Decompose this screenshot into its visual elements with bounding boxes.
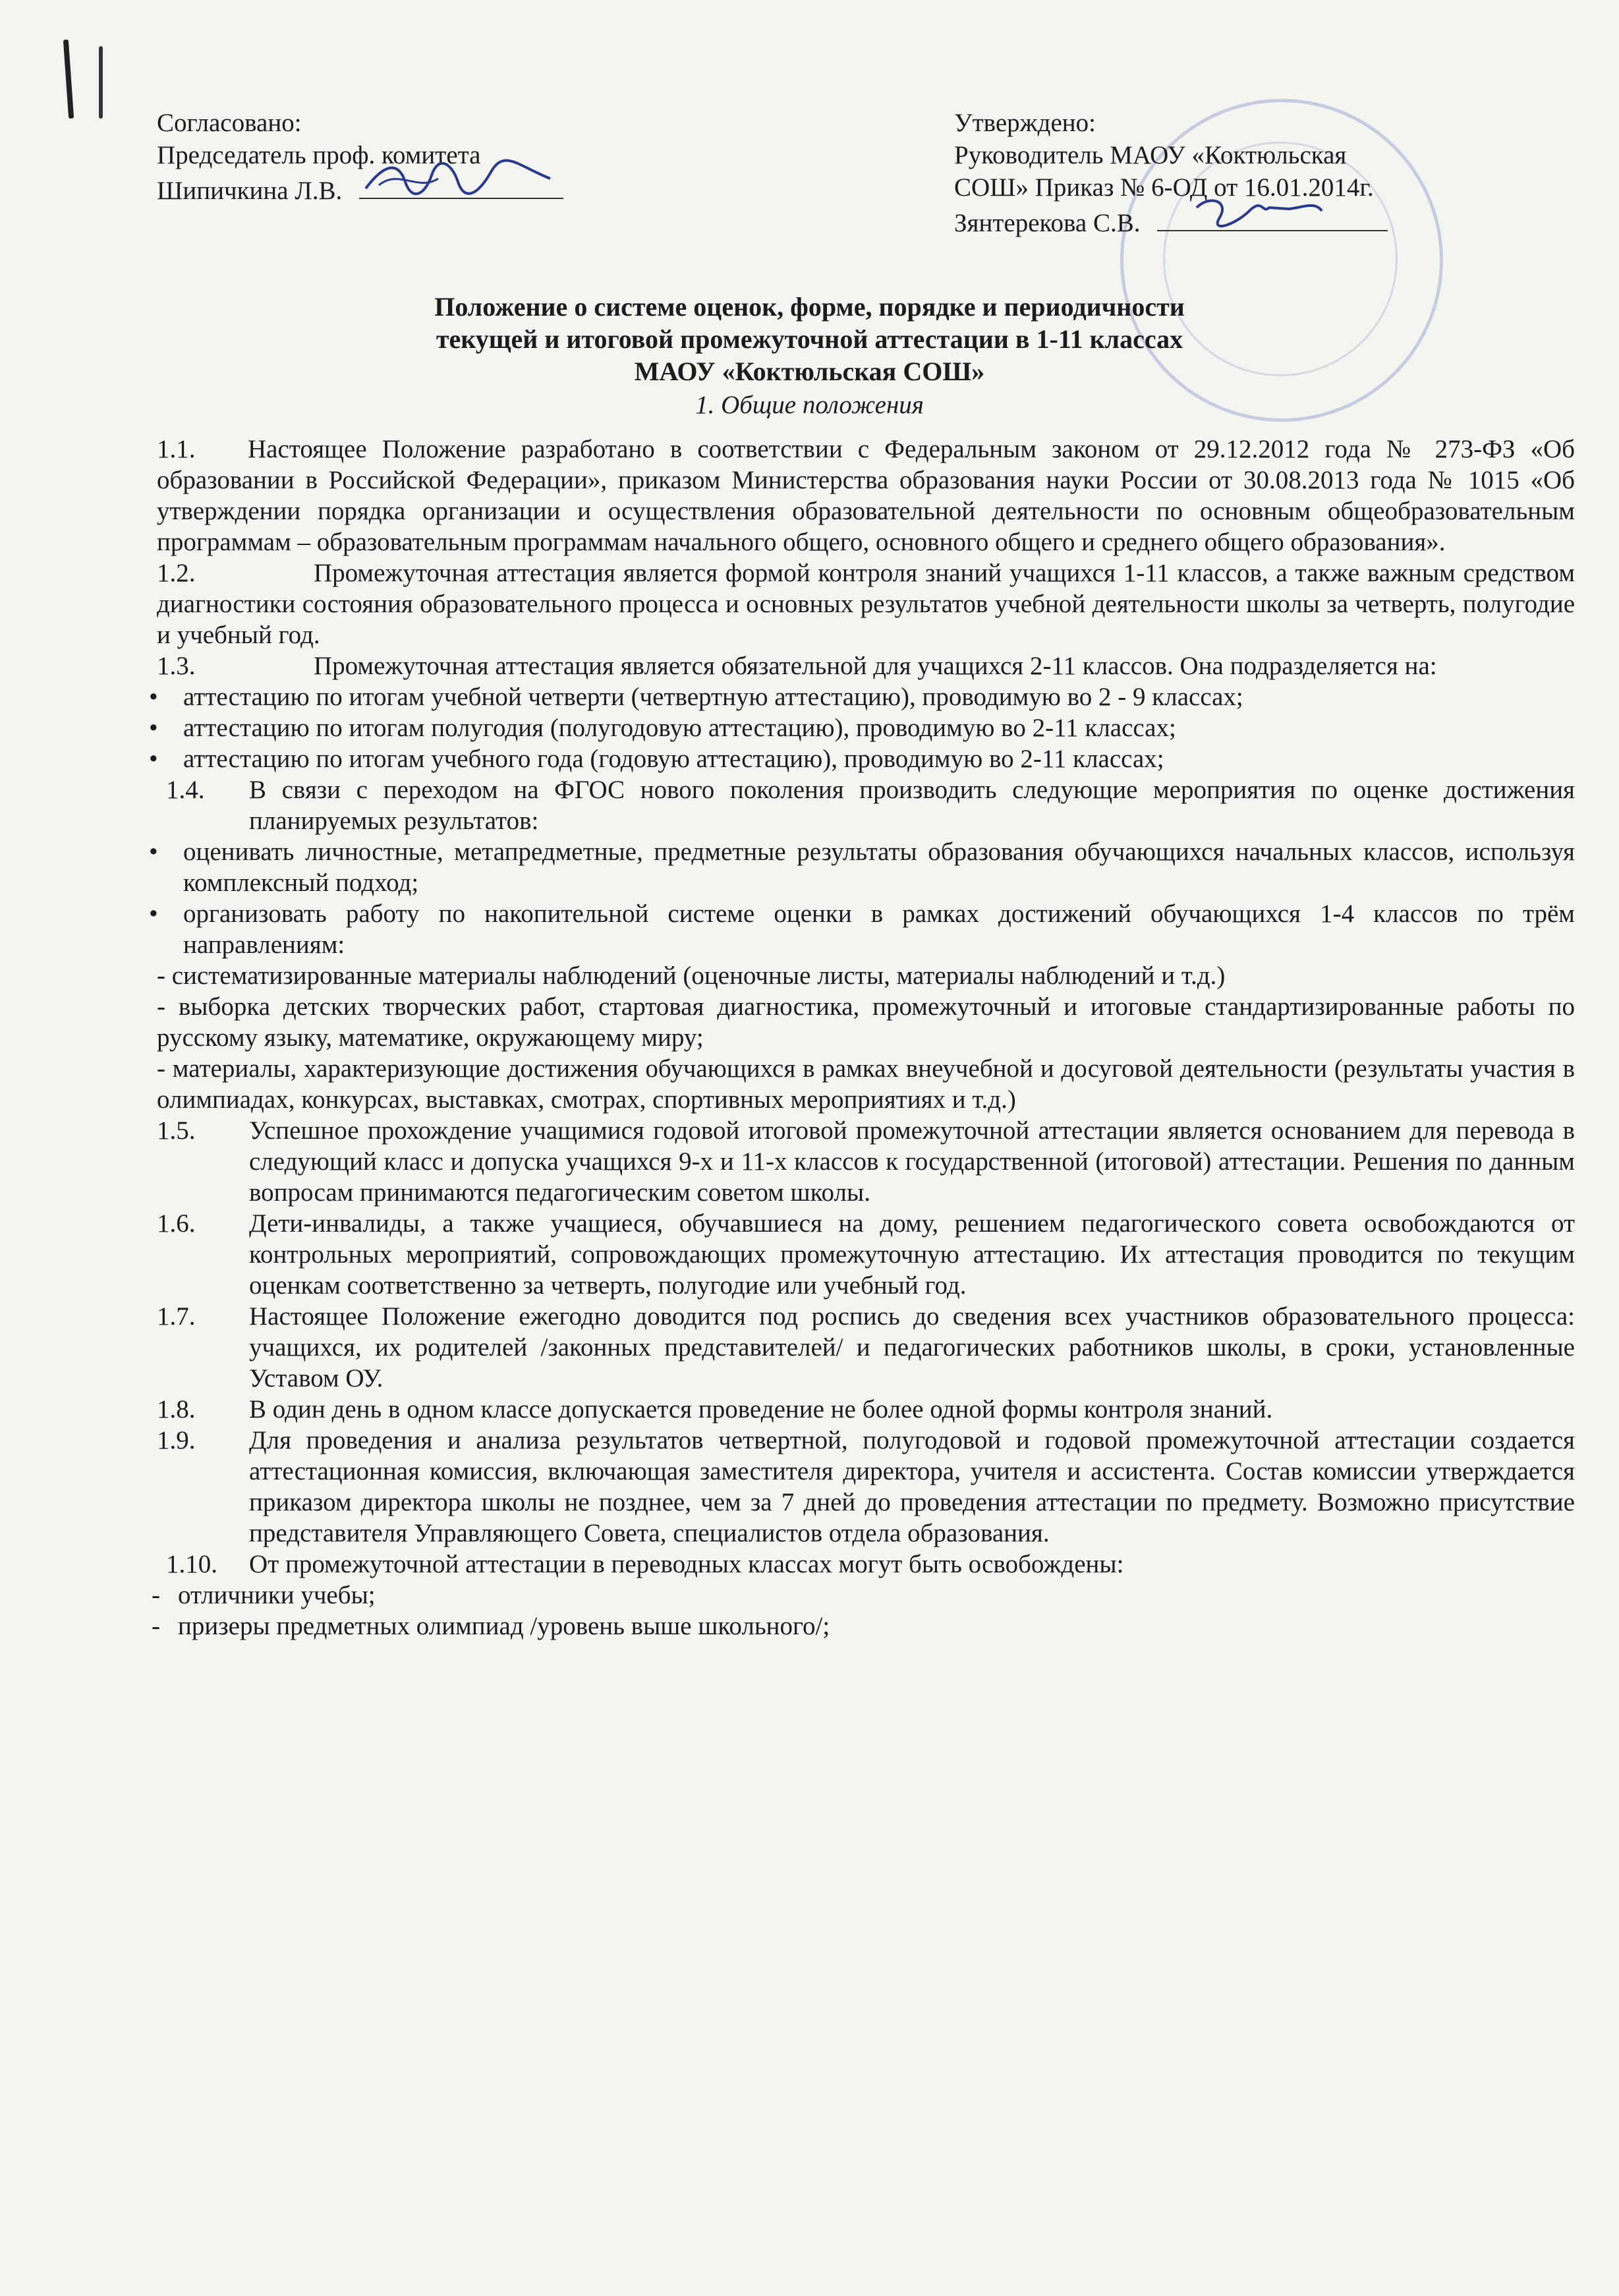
paragraph-1-2 (157, 558, 1575, 650)
paragraph-number: 1.10. (166, 1550, 217, 1578)
paragraph-1-3 (157, 650, 1575, 681)
paragraph-1-8 (157, 1394, 1575, 1425)
approval-left (157, 107, 563, 207)
document-title-line1: Положение о системе оценок, форме, порядке и периодичности (434, 292, 1185, 322)
document-title-line2: текущей и итоговой промежуточной аттестации в 1-11 классах (436, 324, 1183, 354)
paragraph-1-5 (157, 1115, 1575, 1208)
signature-right (1157, 188, 1381, 234)
paragraph-text: От промежуточной аттестации в переводных классах могут быть освобождены: (249, 1550, 1124, 1578)
approval-right (954, 107, 1388, 239)
list-item: • аттестацию по итогам учебной четверти (четвертную аттестацию), проводимую во 2 - 9 классах; (149, 683, 1243, 711)
paragraph-text: Дети-инвалиды, а также учащиеся, обучавшиеся на дому, решением педагогического совета освобождаются от контрольных мероприятий, сопровождающих промежуточную аттестацию. Их аттестация проводится по текущим оценкам соответственно за четверть, полугодие или учебный год. (249, 1209, 1575, 1300)
dash-item: - отличники учебы; (152, 1581, 376, 1609)
bullet-icon: • (149, 900, 158, 928)
dash-item: - материалы, характеризующие достижения обучающихся в рамках внеучебной и досуговой деятельности (результаты участия в олимпиадах, конкурсах, выставках, смотрах, спортивных мероприятиях и т.д.) (157, 1054, 1575, 1114)
paragraph-number: 1.9. (157, 1426, 196, 1454)
signature-line-right (1157, 204, 1388, 231)
pen-mark (63, 40, 74, 119)
approval-right-line3: СОШ» Приказ № 6-ОД от 16.01.2014г. (954, 173, 1374, 202)
list-item: • аттестацию по итогам учебного года (годовую аттестацию), проводимую во 2-11 классах; (149, 745, 1164, 773)
paragraph-1-7 (157, 1301, 1575, 1394)
paragraph-1-10 (157, 1549, 1575, 1580)
bullet-icon: • (149, 745, 158, 773)
dash-item: - призеры предметных олимпиад /уровень выше школьного/; (152, 1612, 830, 1640)
dash-item: - выборка детских творческих работ, стартовая диагностика, промежуточный и итоговые стандартизированные работы по русскому языку, математике, окружающему миру; (157, 992, 1575, 1052)
approval-right-line1: Утверждено: (954, 109, 1096, 137)
paragraph-text: Настоящее Положение ежегодно доводится под роспись до сведения всех участников образовательного процесса: учащихся, их родителей /законных представителей/ и педагогических работников школы, в сроки, установленные Уставом ОУ. (249, 1302, 1575, 1392)
approval-right-name: Зянтерекова С.В. (954, 209, 1141, 237)
paragraph-number: 1.7. (157, 1302, 196, 1331)
paragraph-number: 1.3. (157, 652, 196, 680)
paragraph-text: Промежуточная аттестация является формой контроля знаний учащихся 1-11 классов, а также важным средством диагностики состояния образовательного процесса и основных результатов учебной деятельности школы за четверть, полугодие и учебный год. (157, 559, 1575, 649)
paragraph-text: Успешное прохождение учащимися годовой итоговой промежуточной аттестации является основанием для перевода в следующий класс и допуска учащихся 9-х и 11-х классов к государственной (итоговой) аттестации. Решения по данным вопросам принимаются педагогическим советом школы. (249, 1116, 1575, 1207)
paragraph-number: 1.4. (166, 776, 205, 804)
signature-line-left (359, 171, 563, 199)
section-heading: 1. Общие положения (695, 391, 924, 419)
paragraph-text: Настоящее Положение разработано в соответствии с Федеральным законом от 29.12.2012 года № 273-ФЗ «Об образовании в Российской Федерации», приказом Министерства образования науки России от 30.08.2013 года № 1015 «Об утверждении порядка организации и осуществления образовательной деятельности по основным общеобразовательным программам – образовательным программам начального общего, основного общего и среднего общего образования». (157, 435, 1575, 556)
list-item: • организовать работу по накопительной системе оценки в рамках достижений обучающихся 1-4 классов по трём направлениям: (149, 900, 1575, 959)
paragraph-1-6 (157, 1208, 1575, 1301)
paragraph-number: 1.1. (157, 435, 196, 463)
paragraph-number: 1.6. (157, 1209, 196, 1238)
approval-right-line2: Руководитель МАОУ «Коктюльская (954, 141, 1347, 169)
paragraph-1-9 (157, 1425, 1575, 1549)
dash-item: - систематизированные материалы наблюдений (оценочные листы, материалы наблюдений и т.д.) (157, 961, 1226, 990)
document-title-line3: МАОУ «Коктюльская СОШ» (634, 357, 985, 386)
paragraph-1-1 (157, 434, 1575, 558)
bullet-icon: • (149, 683, 158, 711)
paragraph-text: В связи с переходом на ФГОС нового поколения производить следующие мероприятия по оценке достижения планируемых результатов: (249, 776, 1575, 835)
list-item: • аттестацию по итогам полугодия (полугодовую аттестацию), проводимую во 2-11 классах; (149, 714, 1176, 742)
paragraph-number: 1.8. (157, 1395, 196, 1423)
approval-left-line1: Согласовано: (157, 109, 302, 137)
bullet-icon: • (149, 714, 158, 742)
paragraph-number: 1.5. (157, 1116, 196, 1145)
pen-mark-2 (99, 46, 103, 119)
bullet-icon: • (149, 838, 158, 866)
approval-left-name: Шипичкина Л.В. (157, 177, 343, 205)
signature-left (359, 156, 557, 202)
paragraph-1-4 (157, 774, 1575, 836)
paragraph-text: Для проведения и анализа результатов четвертной, полугодовой и годовой промежуточной аттестации создается аттестационная комиссия, включающая заместителя директора, учителя и ассистента. Состав комиссии утверждается приказом директора школы не позднее, чем за 7 дней до проведения аттестации по предмету. Возможно присутствие представителя Управляющего Совета, специалистов отдела образования. (249, 1426, 1575, 1547)
paragraph-text: В один день в одном классе допускается проведение не более одной формы контроля знаний. (249, 1395, 1273, 1423)
approval-left-line2: Председатель проф. комитета (157, 141, 481, 169)
document-body (149, 434, 1575, 1642)
paragraph-number: 1.2. (157, 559, 196, 587)
paragraph-text: Промежуточная аттестация является обязательной для учащихся 2-11 классов. Она подразделяется на: (314, 652, 1437, 680)
list-item: • оценивать личностные, метапредметные, предметные результаты образования обучающихся начальных классов, используя комплексный подход; (149, 838, 1575, 897)
